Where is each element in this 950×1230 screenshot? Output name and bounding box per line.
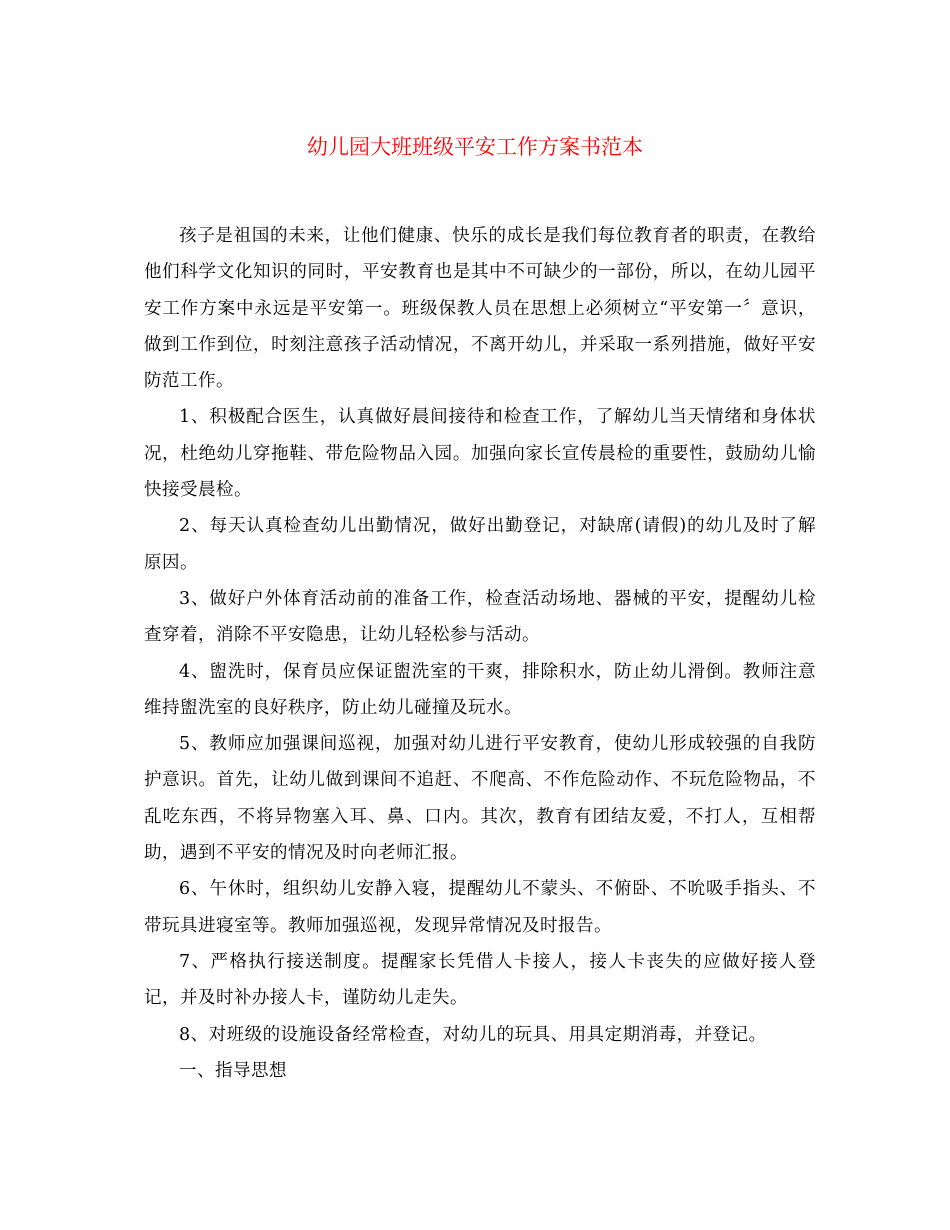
item-paragraph-1: 1、积极配合医生，认真做好晨间接待和检查工作，了解幼儿当天情绪和身体状况，杜绝幼儿穿拖鞋、带危险物品入园。加强向家长宣传晨检的重要性，鼓励幼儿愉快接受晨检。: [144, 407, 816, 501]
document-body: [144, 218, 816, 1089]
item-paragraph-5: 5、教师应加强课间巡视，加强对幼儿进行平安教育，使幼儿形成较强的自我防护意识。首先，让幼儿做到课间不追赶、不爬高、不作危险动作、不玩危险物品，不乱吃东西，不将异物塞入耳、鼻、口内。其次，教育有团结友爱，不打人，互相帮助，遇到不平安的情况及时向老师汇报。: [144, 734, 816, 864]
document-title: 幼儿园大班班级平安工作方案书范本: [307, 135, 643, 159]
item-paragraph-6: 6、午休时，组织幼儿安静入寝，提醒幼儿不蒙头、不俯卧、不吮吸手指头、不带玩具进寝室等。教师加强巡视，发现异常情况及时报告。: [144, 879, 816, 936]
item-paragraph-2: 2、每天认真检查幼儿出勤情况，做好出勤登记，对缺席(请假)的幼儿及时了解原因。: [144, 516, 816, 573]
intro-paragraph: 孩子是祖国的未来，让他们健康、快乐的成长是我们每位教育者的职责，在教给他们科学文化知识的同时，平安教育也是其中不可缺少的一部份，所以，在幼儿园平安工作方案中永远是平安第一。班级保教人员在思想上必须树立“平安第一〞意识，做到工作到位，时刻注意孩子活动情况，不离开幼儿，并采取一系列措施，做好平安防范工作。: [144, 226, 816, 392]
item-paragraph-3: 3、做好户外体育活动前的准备工作，检查活动场地、器械的平安，提醒幼儿检查穿着，消除不平安隐患，让幼儿轻松参与活动。: [144, 588, 816, 646]
item-paragraph-4: 4、盥洗时，保育员应保证盥洗室的干爽，排除积水，防止幼儿滑倒。教师注意维持盥洗室的良好秩序，防止幼儿碰撞及玩水。: [144, 661, 816, 718]
section-heading: 一、指导思想: [179, 1060, 287, 1081]
item-paragraph-7: 7、严格执行接送制度。提醒家长凭借人卡接人，接人卡丧失的应做好接人登记，并及时补办接人卡，谨防幼儿走失。: [144, 951, 816, 1009]
item-paragraph-8: 8、对班级的设施设备经常检查，对幼儿的玩具、用具定期消毒，并登记。: [179, 1024, 767, 1045]
